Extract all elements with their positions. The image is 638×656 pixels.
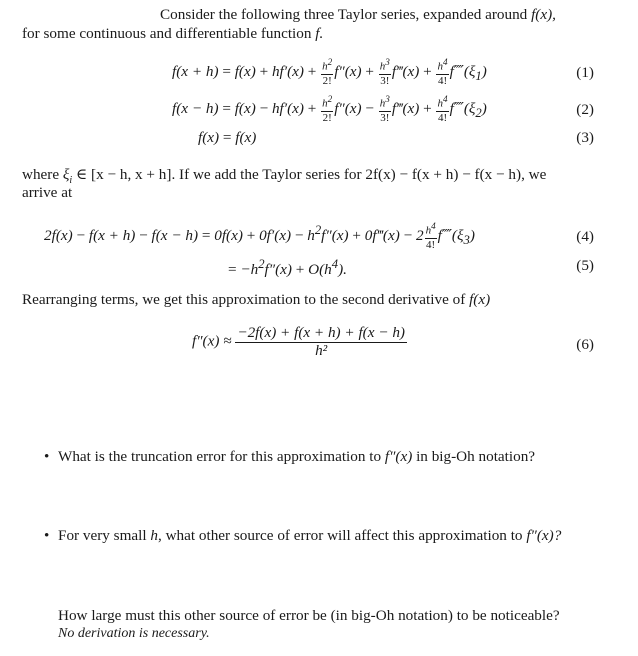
equation-4-number: (4) <box>576 228 594 245</box>
where-xi: ξ <box>62 166 70 183</box>
intro-expr-1: f(x), <box>531 6 556 23</box>
intro-expr-2: f. <box>315 25 324 42</box>
followup-line-1: How large must this other source of error be (in big-Oh notation) to be noticeable? <box>58 607 560 624</box>
question-1-bullet: • <box>44 448 50 465</box>
where-line-2 <box>22 184 72 202</box>
equation-3: f(x) = f(x) <box>198 129 257 146</box>
where-line-1: where $\xi_i$ ∈ [x − h, x + h]. If we add the Taylor series for 2f(x) − f(x + h) − f(x − h), we <box>22 166 547 187</box>
question-2-expr2: f″(x)? <box>526 527 562 544</box>
equation-4: $2f(x) - f(x + h) - f(x - h) = 0f(x) + 0f'(x) - h^2f''(x)$ + 0f‴(x) − 2 $\frac{h^4}{4!}$ $f⁗(\xi_3)$ <box>44 221 475 251</box>
followup-line-2: No derivation is necessary. <box>58 626 210 641</box>
intro-line-1 <box>160 6 556 24</box>
question-2-expr: h <box>150 527 158 544</box>
equation-1: f(x + h) = f(x) + hf′(x) + $\frac{h^2}{2!}$ f″(x) + $\frac{h^3}{3!}$ f‴(x) + $\frac{h^4}{4!}$ $f⁗(\xi_1)$ <box>172 57 487 87</box>
rearrange-expr: f(x) <box>469 291 491 308</box>
question-1-text: What is the truncation error for this approximation to <box>58 448 382 465</box>
equation-6-lhs: f″(x) ≈ <box>192 332 232 350</box>
equation-3-number: (3) <box>576 129 594 146</box>
question-1-tail: in big-Oh notation? <box>416 448 536 465</box>
equation-5-number: (5) <box>576 257 594 274</box>
question-2-tail: , what other source of error will affect this approximation to <box>157 527 523 544</box>
question-1-expr: f″(x) <box>384 448 413 465</box>
equation-1-number: (1) <box>576 64 594 81</box>
question-2 <box>58 527 561 545</box>
equation-6 <box>192 325 407 359</box>
question-1 <box>58 448 535 466</box>
question-2-bullet: • <box>44 527 50 544</box>
question-2-text: For very small <box>58 527 147 544</box>
equation-6-denominator: h² <box>315 341 328 359</box>
intro-text-2: for some continuous and differentiable function <box>22 25 312 42</box>
where-text-2: arrive at <box>22 184 73 201</box>
where-text-c: ∈ [x − h, x + h]. If we add the Taylor series for 2f(x) − f(x + h) − f(x − h), we <box>76 166 547 183</box>
equation-2: f(x − h) = f(x) − hf′(x) + $\frac{h^2}{2!}$ f″(x) − $\frac{h^3}{3!}$ f‴(x) + $\frac{h^4}{4!}$ $f⁗(\xi_2)$ <box>172 94 487 124</box>
equation-6-number: (6) <box>576 336 594 353</box>
intro-text-1: Consider the following three Taylor series, expanded around <box>160 6 528 23</box>
where-text-a: where <box>22 166 60 183</box>
equation-5: = $-h^2f''(x) + O(h^4)$. <box>228 257 347 279</box>
rearrange-line <box>22 291 490 309</box>
equation-2-number: (2) <box>576 101 594 118</box>
equation-6-numerator: −2f(x) + f(x + h) + f(x − h) <box>237 324 405 341</box>
intro-line-2 <box>22 25 323 43</box>
rearrange-text: Rearranging terms, we get this approximation to the second derivative of <box>22 291 466 308</box>
